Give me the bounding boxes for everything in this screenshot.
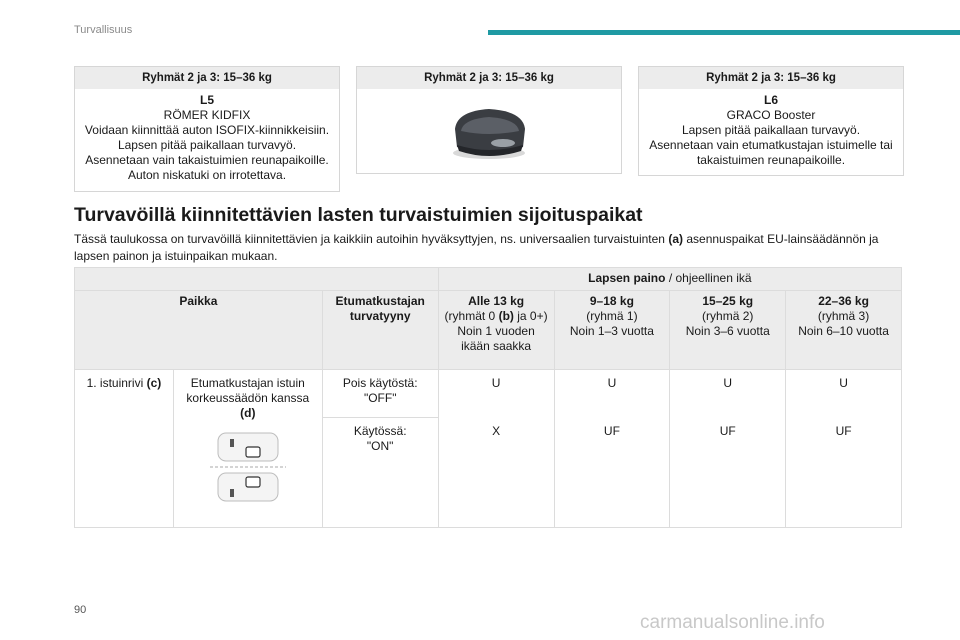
page-number: 90 <box>74 604 87 616</box>
value-cell: U <box>554 370 670 418</box>
table-row <box>75 268 902 291</box>
booster-seat-icon <box>357 89 621 173</box>
airbag-off-cell <box>322 370 438 418</box>
value-cell: U <box>786 370 902 418</box>
intro-text: asennuspaikat EU-lainsäädännön ja lapsen painon ja istuinpaikan mukaan. <box>74 232 879 263</box>
col-weight-1 <box>438 291 554 370</box>
row-place-cell <box>75 370 174 528</box>
value-cell: UF <box>786 418 902 528</box>
seat-desc-line: Asennetaan vain etumatkustajan istuimelle tai takaistuimen reunapaikoille. <box>649 138 893 167</box>
seat-code: L5 <box>199 93 214 107</box>
value-cell: X <box>438 418 554 528</box>
col-airbag-header: Etumatkustajan turvatyyny <box>322 291 438 370</box>
watermark: carmanualsonline.info <box>640 612 825 633</box>
col-place-header: Paikka <box>75 291 323 370</box>
seat-desc-line: Lapsen pitää paikallaan turvavyö. <box>117 138 297 152</box>
booster-seat-image <box>357 89 621 173</box>
seat-desc-line: Asennetaan vain takaistuimien reunapaikoille. <box>85 153 329 167</box>
seat-box-body <box>75 89 339 187</box>
intro-paragraph <box>74 231 904 265</box>
airbag-off-value: "OFF" <box>363 391 397 405</box>
group-text: ja 0+) <box>517 309 548 323</box>
car-seat-diagram <box>178 427 318 511</box>
row-seat-ref: (d) <box>240 406 256 420</box>
group-text: (ryhmä 1) <box>586 309 638 323</box>
section-title: Turvavöillä kiinnitettävien lasten turvaistuimien sijoituspaikat <box>74 204 643 226</box>
group-text: (ryhmät 0 <box>444 309 496 323</box>
intro-ref: (a) <box>668 232 683 246</box>
weight-value: 15–25 kg <box>702 294 754 308</box>
seat-box-header: Ryhmät 2 ja 3: 15–36 kg <box>357 67 621 89</box>
seat-box-image <box>356 66 622 174</box>
seat-box-body <box>639 89 903 172</box>
age-text: Noin 1–3 vuotta <box>569 324 654 338</box>
value-cell: UF <box>670 418 786 528</box>
table-cell-empty <box>75 268 439 291</box>
age-text: Noin 6–10 vuotta <box>798 324 889 338</box>
car-diagram-icon <box>208 427 288 507</box>
weight-header-label: Lapsen paino <box>588 271 666 285</box>
seat-box-header: Ryhmät 2 ja 3: 15–36 kg <box>639 67 903 89</box>
seat-box-l5 <box>74 66 340 192</box>
seat-box-header: Ryhmät 2 ja 3: 15–36 kg <box>75 67 339 89</box>
weight-value: Alle 13 kg <box>468 294 525 308</box>
col-weight-2 <box>554 291 670 370</box>
table-row <box>75 291 902 370</box>
seat-name: GRACO Booster <box>726 108 816 122</box>
value-cell: UF <box>554 418 670 528</box>
row-seat: Etumatkustajan istuin korkeussäädön kanssa <box>186 376 310 405</box>
airbag-on-label: Käytössä: <box>353 424 407 438</box>
running-header: Turvallisuus <box>74 24 133 36</box>
col-weight-4 <box>786 291 902 370</box>
position-table <box>74 267 902 528</box>
seat-desc-line: Lapsen pitää paikallaan turvavyö. <box>681 123 861 137</box>
airbag-off-label: Pois käytöstä: <box>342 376 418 390</box>
value-cell: U <box>438 370 554 418</box>
weight-value: 9–18 kg <box>589 294 634 308</box>
seat-name: RÖMER KIDFIX <box>163 108 251 122</box>
table-row <box>75 370 902 418</box>
group-text: (ryhmä 2) <box>702 309 754 323</box>
col-weight-3 <box>670 291 786 370</box>
airbag-on-cell <box>322 418 438 528</box>
age-text: Noin 3–6 vuotta <box>685 324 770 338</box>
weight-header-rest: / ohjeellinen ikä <box>668 271 752 285</box>
group-line <box>443 309 550 324</box>
row-place: 1. istuinrivi <box>86 376 144 390</box>
seat-code: L6 <box>763 93 778 107</box>
row-place-ref: (c) <box>146 376 162 390</box>
seat-box-l6 <box>638 66 904 176</box>
age-text: Noin 1 vuoden ikään saakka <box>457 324 535 353</box>
row-seat-cell <box>173 370 322 528</box>
group-text: (ryhmä 3) <box>817 309 870 323</box>
weight-value: 22–36 kg <box>818 294 869 308</box>
airbag-on-value: "ON" <box>366 439 394 453</box>
seat-desc-line: Auton niskatuki on irrotettava. <box>127 168 287 182</box>
seat-desc-line: Voidaan kiinnittää auton ISOFIX-kiinnikkeisiin. <box>84 123 330 137</box>
weight-header <box>438 268 901 291</box>
group-ref: (b) <box>498 309 514 323</box>
value-cell: U <box>670 370 786 418</box>
header-accent-bar <box>488 30 960 35</box>
intro-text: Tässä taulukossa on turvavöillä kiinnitettävien ja kaikkiin autoihin hyväksyttyjen, ns. universaalien turvaistuinten <box>74 232 665 246</box>
